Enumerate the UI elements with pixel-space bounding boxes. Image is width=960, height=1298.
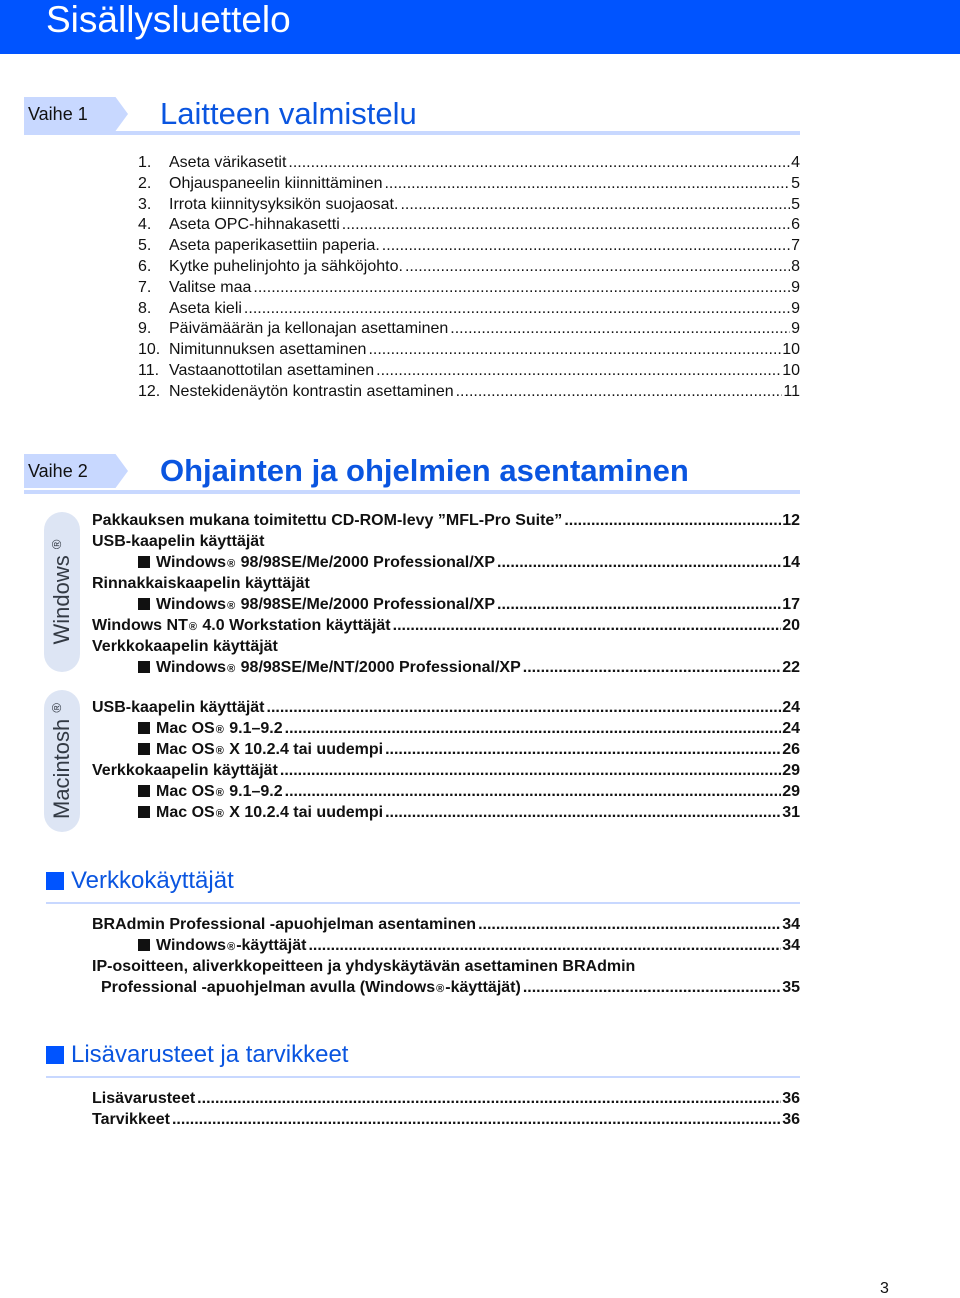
toc-heading-parallel: Rinnakkaiskaapelin käyttäjät — [92, 575, 310, 592]
dot-leader — [382, 235, 790, 256]
dot-leader — [405, 256, 790, 277]
toc-entry-windows-nt[interactable]: Windows NT ® 4.0 Workstation käyttäjät ..... 20 — [92, 615, 800, 636]
toc-entry-text: Aseta OPC-hihnakasetti — [169, 216, 340, 234]
toc-entry-page: 5 — [791, 174, 800, 192]
macintosh-tab-label: Macintosh ® — [48, 703, 75, 819]
toc-entry-number: 2. — [138, 174, 152, 192]
toc-entry-number: 1. — [138, 154, 152, 171]
dot-leader — [456, 381, 783, 402]
step-1-title: Laitteen valmistelu — [160, 96, 417, 131]
toc-entry-number: 9. — [138, 320, 152, 338]
dot-leader — [288, 152, 790, 173]
windows-tab-label: Windows ® — [48, 539, 75, 645]
toc-entry-step1[interactable] — [138, 235, 800, 256]
dot-leader — [253, 277, 790, 298]
toc-entry-text: Päivämäärän ja kellonajan asettaminen — [169, 320, 449, 338]
toc-entry-page: 9 — [791, 320, 800, 338]
square-bullet-icon — [46, 872, 64, 890]
toc-heading-usb-windows: USB-kaapelin käyttäjät — [92, 533, 265, 550]
square-bullet-icon — [138, 598, 150, 610]
dot-leader — [384, 173, 790, 194]
step-1-tab — [24, 97, 128, 131]
toc-entry-step1[interactable] — [138, 173, 800, 194]
step-2-title: Ohjainten ja ohjelmien asentaminen — [160, 453, 689, 488]
step-2-tab — [24, 454, 128, 488]
toc-entry-step1[interactable] — [138, 339, 800, 360]
toc-entry-page: 11 — [783, 382, 800, 400]
toc-entry-step1[interactable] — [138, 214, 800, 235]
toc-entry-page: 10 — [782, 341, 800, 359]
square-bullet-icon — [138, 939, 150, 951]
toc-entry-network-mac-x[interactable]: Mac OS ® X 10.2.4 tai uudempi ..... 31 — [138, 802, 800, 823]
toc-entry-step1[interactable] — [138, 381, 800, 402]
toc-entry-number: 3. — [138, 195, 152, 213]
toc-entry-page: 9 — [791, 278, 800, 296]
toc-entry-usb-mac-x[interactable]: Mac OS ® X 10.2.4 tai uudempi ..... 26 — [138, 739, 800, 760]
toc-entry-text: Ohjauspaneelin kiinnittäminen — [169, 174, 383, 192]
toc-entry-ip-line-2[interactable]: Professional -apuohjelman avulla (Windows ® -käyttäjät) ..... 35 — [101, 977, 800, 998]
toc-entry-windows-users[interactable]: Windows ® -käyttäjät ..... 34 — [138, 935, 800, 956]
toc-entry-network-mac[interactable]: Verkkokaapelin käyttäjät ..... 29 — [92, 760, 800, 781]
toc-entry-text: Valitse maa — [169, 278, 252, 296]
toc-entry-page: 8 — [791, 258, 800, 275]
toc-entry-text: Nestekidenäytön kontrastin asettaminen — [169, 382, 454, 400]
toc-entry-supplies[interactable]: Tarvikkeet ..... 36 — [92, 1109, 800, 1130]
toc-entry-text: Kytke puhelinjohto ja sähköjohto. — [169, 258, 403, 275]
toc-entry-number: 11. — [138, 362, 160, 379]
toc-entry-network-mac-9[interactable]: Mac OS ® 9.1–9.2 ..... 29 — [138, 781, 800, 802]
section-accessories-heading: Lisävarusteet ja tarvikkeet — [46, 1040, 348, 1070]
toc-entry-cdrom[interactable]: Pakkauksen mukana toimitettu CD-ROM-levy ”MFL-Pro Suite” ..... 12 — [92, 510, 800, 531]
windows-tab — [44, 512, 80, 672]
toc-entry-text: Aseta värikasetit — [169, 154, 287, 171]
toc-entry-network-windows[interactable]: Windows ® 98/98SE/Me/NT/2000 Professional/XP ..... 22 — [138, 657, 800, 678]
square-bullet-icon — [138, 722, 150, 734]
toc-entry-step1[interactable] — [138, 256, 800, 277]
square-bullet-icon — [138, 785, 150, 797]
dot-leader — [400, 194, 790, 215]
section-network-rule — [46, 902, 800, 904]
toc-entry-text: Aseta paperikasettiin paperia. — [169, 237, 380, 255]
toc-entry-number: 12. — [138, 382, 161, 400]
square-bullet-icon — [138, 556, 150, 568]
toc-entry-bradmin[interactable]: BRAdmin Professional -apuohjelman asentaminen ..... 34 — [92, 914, 800, 935]
dot-leader — [450, 318, 790, 339]
toc-entry-text: Vastaanottotilan asettaminen — [169, 362, 375, 379]
step-2-label: Vaihe 2 — [28, 461, 88, 481]
section-accessories-rule — [46, 1076, 800, 1078]
step-1-label: Vaihe 1 — [28, 104, 88, 124]
toc-entry-page: 7 — [791, 237, 800, 255]
square-bullet-icon — [138, 661, 150, 673]
square-bullet-icon — [138, 806, 150, 818]
toc-entry-number: 5. — [138, 237, 152, 255]
toc-entry-usb-mac-9[interactable]: Mac OS ® 9.1–9.2 ..... 24 — [138, 718, 800, 739]
toc-entry-text: Irrota kiinnitysyksikön suojaosat. — [169, 195, 399, 213]
dot-leader — [368, 339, 781, 360]
toc-entry-number: 4. — [138, 216, 152, 234]
toc-entry-step1[interactable] — [138, 152, 800, 173]
toc-entry-number: 10. — [138, 341, 161, 359]
toc-entry-step1[interactable] — [138, 194, 800, 215]
toc-entry-accessories[interactable]: Lisävarusteet ..... 36 — [92, 1088, 800, 1109]
toc-entry-number: 6. — [138, 258, 152, 275]
toc-entry-page: 10 — [782, 362, 800, 379]
toc-entry-step1[interactable] — [138, 298, 800, 319]
toc-entry-step1[interactable] — [138, 277, 800, 298]
toc-entry-page: 5 — [791, 195, 800, 213]
toc-entry-ip-line-1[interactable]: IP-osoitteen, aliverkkopeitteen ja yhdyskäytävän asettaminen BRAdmin — [92, 958, 636, 975]
page-number: 3 — [880, 1280, 889, 1297]
dot-leader — [376, 360, 781, 381]
toc-entry-number: 7. — [138, 278, 152, 296]
toc-entry-page: 6 — [791, 216, 800, 234]
toc-entry-step1[interactable] — [138, 360, 800, 381]
toc-entry-page: 9 — [791, 299, 800, 317]
toc-entry-usb-mac[interactable]: USB-kaapelin käyttäjät ..... 24 — [92, 697, 800, 718]
toc-entry-number: 8. — [138, 299, 152, 317]
toc-entry-page: 4 — [791, 154, 800, 171]
square-bullet-icon — [46, 1046, 64, 1064]
toc-heading-network-windows: Verkkokaapelin käyttäjät — [92, 638, 278, 655]
section-network-heading: Verkkokäyttäjät — [46, 866, 234, 896]
toc-entry-text: Aseta kieli — [169, 299, 242, 317]
toc-entry-step1[interactable] — [138, 318, 800, 339]
page-title: Sisällysluettelo — [46, 0, 291, 40]
toc-entry-parallel-windows[interactable]: Windows ® 98/98SE/Me/2000 Professional/XP ..... 17 — [138, 594, 800, 615]
dot-leader — [342, 214, 790, 235]
toc-entry-usb-windows[interactable]: Windows ® 98/98SE/Me/2000 Professional/XP ..... 14 — [138, 552, 800, 573]
square-bullet-icon — [138, 743, 150, 755]
macintosh-tab — [44, 690, 80, 832]
toc-entry-text: Nimitunnuksen asettaminen — [169, 341, 367, 359]
dot-leader — [244, 298, 790, 319]
